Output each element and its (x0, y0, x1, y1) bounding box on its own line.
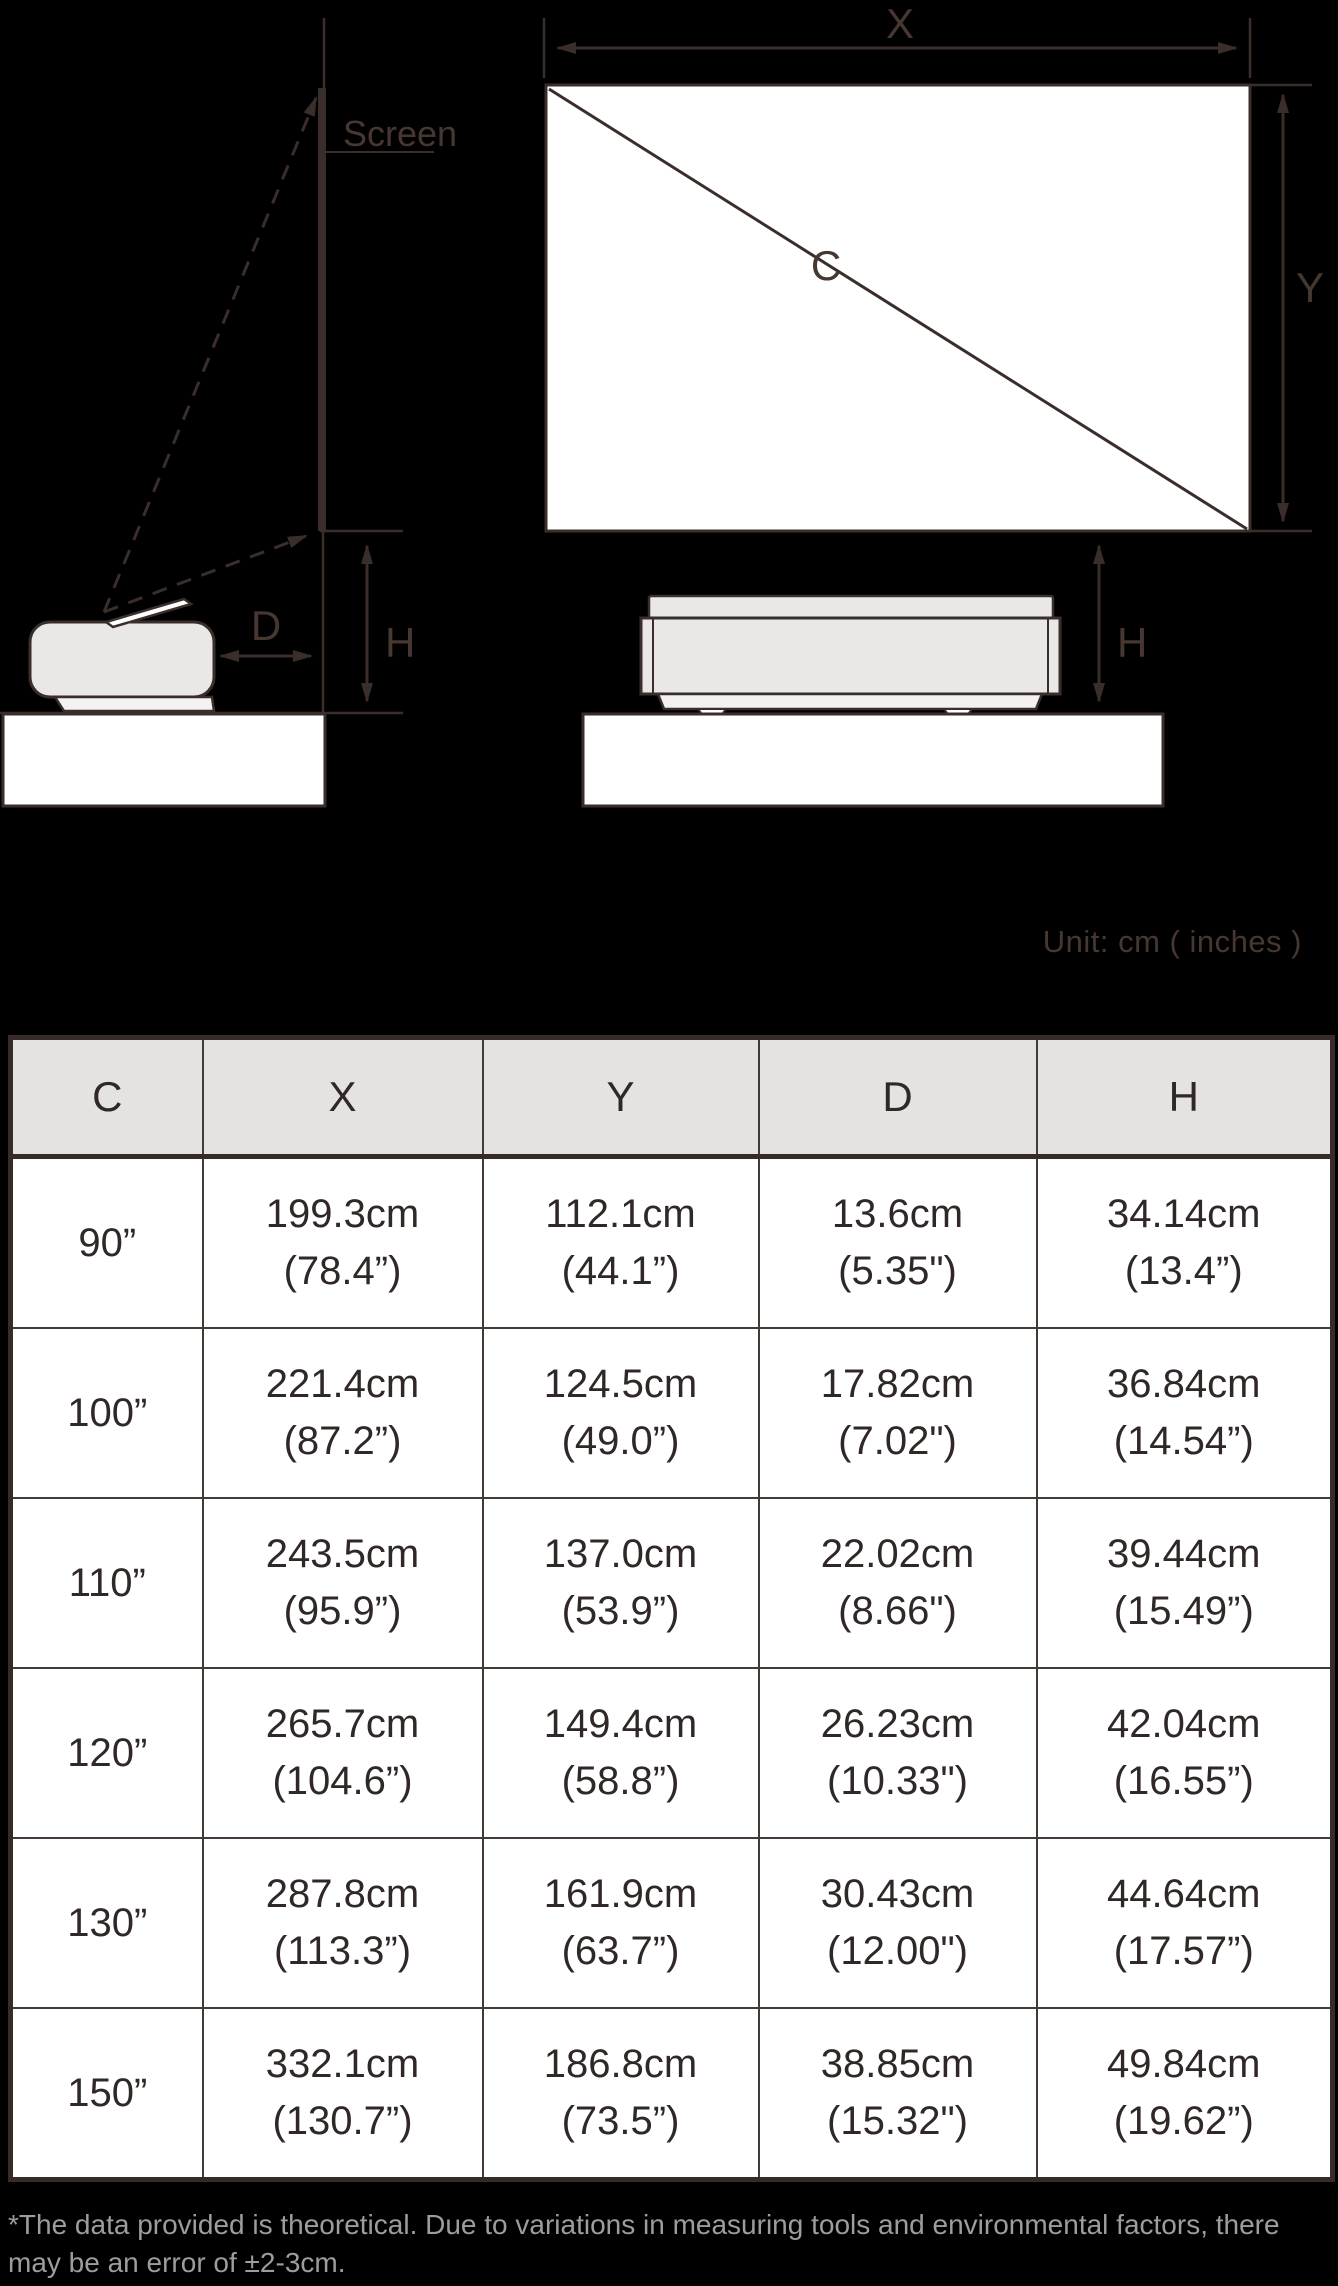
cell-x: 221.4cm (87.2”) (203, 1328, 483, 1498)
cell-x: 332.1cm (130.7”) (203, 2008, 483, 2180)
table-row (11, 1668, 1333, 1838)
h-label-left: H (385, 619, 416, 666)
cell-d: 17.82cm (7.02") (759, 1328, 1037, 1498)
cell-y: 137.0cm (53.9”) (483, 1498, 759, 1668)
header-c: C (11, 1038, 203, 1157)
cell-x: 199.3cm (78.4”) (203, 1157, 483, 1329)
screen-label: Screen (343, 113, 458, 154)
projector-front-base (658, 694, 1042, 709)
c-label: C (810, 242, 842, 289)
projector-side-base (55, 697, 214, 711)
table-row (11, 1498, 1333, 1668)
header-y: Y (483, 1038, 759, 1157)
d-label: D (250, 602, 282, 649)
cell-x: 265.7cm (104.6”) (203, 1668, 483, 1838)
cell-d: 13.6cm (5.35") (759, 1157, 1037, 1329)
cell-h: 49.84cm (19.62”) (1037, 2008, 1333, 2180)
projector-front-body (641, 618, 1060, 694)
cell-y: 161.9cm (63.7”) (483, 1838, 759, 2008)
cell-size: 150” (11, 2008, 203, 2180)
cell-x: 243.5cm (95.9”) (203, 1498, 483, 1668)
front-view-diagram (544, 18, 1312, 806)
cell-h: 42.04cm (16.55”) (1037, 1668, 1333, 1838)
stand-front (583, 714, 1163, 806)
cell-size: 120” (11, 1668, 203, 1838)
cell-size: 130” (11, 1838, 203, 2008)
cell-d: 38.85cm (15.32") (759, 2008, 1037, 2180)
footnote: *The data provided is theoretical. Due to variations in measuring tools and environmental factors, there may be an error of ±2-3cm. (8, 2209, 1280, 2278)
beam-lower-dashed (104, 536, 306, 612)
y-label: Y (1296, 264, 1325, 311)
projection-diagram (0, 0, 1338, 965)
cell-d: 22.02cm (8.66") (759, 1498, 1037, 1668)
beam-upper-dashed (104, 98, 316, 612)
cell-size: 100” (11, 1328, 203, 1498)
table-row (11, 2008, 1333, 2180)
cell-h: 39.44cm (15.49”) (1037, 1498, 1333, 1668)
cell-size: 110” (11, 1498, 203, 1668)
cell-x: 287.8cm (113.3”) (203, 1838, 483, 2008)
header-d: D (759, 1038, 1037, 1157)
table-row (11, 1838, 1333, 2008)
cell-d: 30.43cm (12.00") (759, 1838, 1037, 2008)
cell-y: 124.5cm (49.0”) (483, 1328, 759, 1498)
cell-h: 36.84cm (14.54”) (1037, 1328, 1333, 1498)
cell-h: 34.14cm (13.4”) (1037, 1157, 1333, 1329)
cell-d: 26.23cm (10.33") (759, 1668, 1037, 1838)
header-h: H (1037, 1038, 1333, 1157)
cell-size: 90” (11, 1157, 203, 1329)
header-x: X (203, 1038, 483, 1157)
table-row (11, 1328, 1333, 1498)
projector-side-body (30, 622, 214, 697)
unit-note: Unit: cm ( inches ) (1042, 924, 1302, 959)
cell-y: 112.1cm (44.1”) (483, 1157, 759, 1329)
cell-y: 186.8cm (73.5”) (483, 2008, 759, 2180)
cell-y: 149.4cm (58.8”) (483, 1668, 759, 1838)
cell-h: 44.64cm (17.57”) (1037, 1838, 1333, 2008)
table-row (11, 1157, 1333, 1329)
x-label: X (885, 0, 915, 47)
projector-front-top (649, 596, 1053, 618)
table-header-row (11, 1038, 1333, 1157)
stand-side (3, 714, 325, 806)
h-label-right: H (1117, 619, 1148, 666)
throw-distance-table (8, 1035, 1335, 2182)
